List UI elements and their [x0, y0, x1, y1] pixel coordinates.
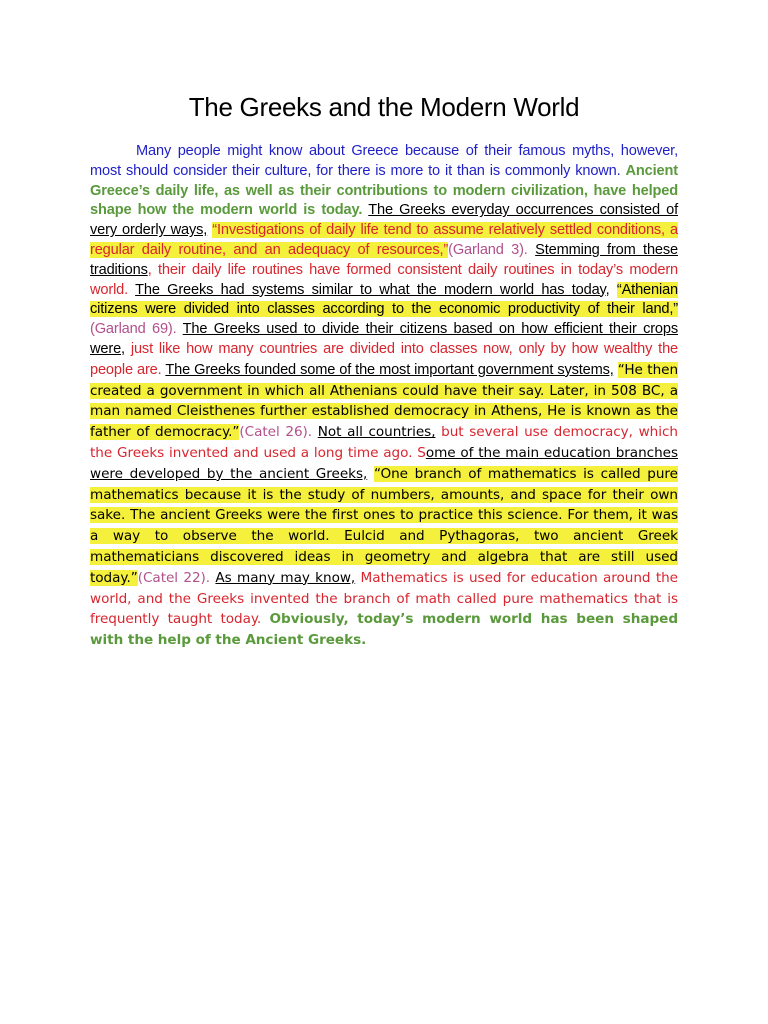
claim-traditions: Stemming from these traditions — [90, 241, 678, 278]
citation-catel-26: (Catel 26). — [239, 424, 313, 441]
explanation-democracy: but several use democracy, which the Greeks invented and used a long time ago. S — [90, 424, 678, 461]
claim-daily-life: The Greeks everyday occurrences consisted of very orderly ways, — [90, 202, 678, 239]
title-part-1: The Greeks — [188, 92, 322, 122]
title-part-2: and the Modern World — [328, 92, 580, 122]
claim-government: The Greeks founded some of the most important government systems, — [165, 361, 614, 378]
claim-many-know: As many may know, — [215, 569, 356, 586]
explanation-mathematics: Mathematics is used for education around the world, and the Greeks invented the branch of math called pure mathematics that is frequently taught today. — [90, 569, 678, 628]
intro-sentence: Many people might know about Greece because of their famous myths, however, most should consider their culture, for there is more to it than is commonly known. — [90, 143, 678, 179]
thesis-sentence: Ancient Greece’s daily life, as well as their contributions to modern civilization, have helped shape how the modern world is today. — [90, 162, 678, 219]
comma: , — [605, 281, 610, 298]
quote-mathematics: “One branch of mathematics is called pure mathematics because it is the study of numbers, amounts, and space for their own sake. The ancient Greeks were the first ones to practice this science. For them, it was a way to observe the world. Eulcid and Pythagoras, two ancient Greek mathematicians discovered ideas in geometry and algebra that are still used today.” — [90, 465, 678, 586]
claim-countries: Not all countries, — [317, 424, 436, 441]
quote-democracy: “He then created a government in which all Athenians could have their say. Later, in 508 BC, a man named Cleisthenes further established democracy in Athens, He is known as the father of democracy.” — [90, 361, 679, 441]
essay-paragraph — [90, 142, 678, 651]
claim-education: ome of the main education branches were developed by the ancient Greeks, — [90, 444, 678, 482]
citation-garland-69: (Garland 69). — [90, 321, 177, 338]
explanation-routines: , their daily life routines have formed consistent daily routines in today’s modern world. — [90, 261, 678, 298]
claim-systems: The Greeks had systems similar to what the modern world has today — [135, 281, 606, 298]
explanation-wealth: just like how many countries are divided into classes now, only by how wealthy the people are. — [90, 340, 679, 378]
quote-daily-life: “Investigations of daily life tend to assume relatively settled conditions, a regular daily routine, and an adequacy of resources,” — [90, 222, 678, 258]
claim-crops: The Greeks used to divide their citizens based on how efficient their crops were, — [90, 321, 679, 357]
conclusion-sentence: Obviously, today’s modern world has been shaped with the help of the Ancient Greeks. — [90, 611, 678, 649]
page-title — [0, 92, 768, 123]
quote-classes: “Athenian citizens were divided into classes according to the economic productivity of their land,” — [90, 281, 678, 318]
citation-catel-22: (Catel 22). — [137, 569, 211, 586]
essay-body — [90, 142, 678, 651]
citation-garland-3: (Garland 3). — [448, 241, 528, 258]
